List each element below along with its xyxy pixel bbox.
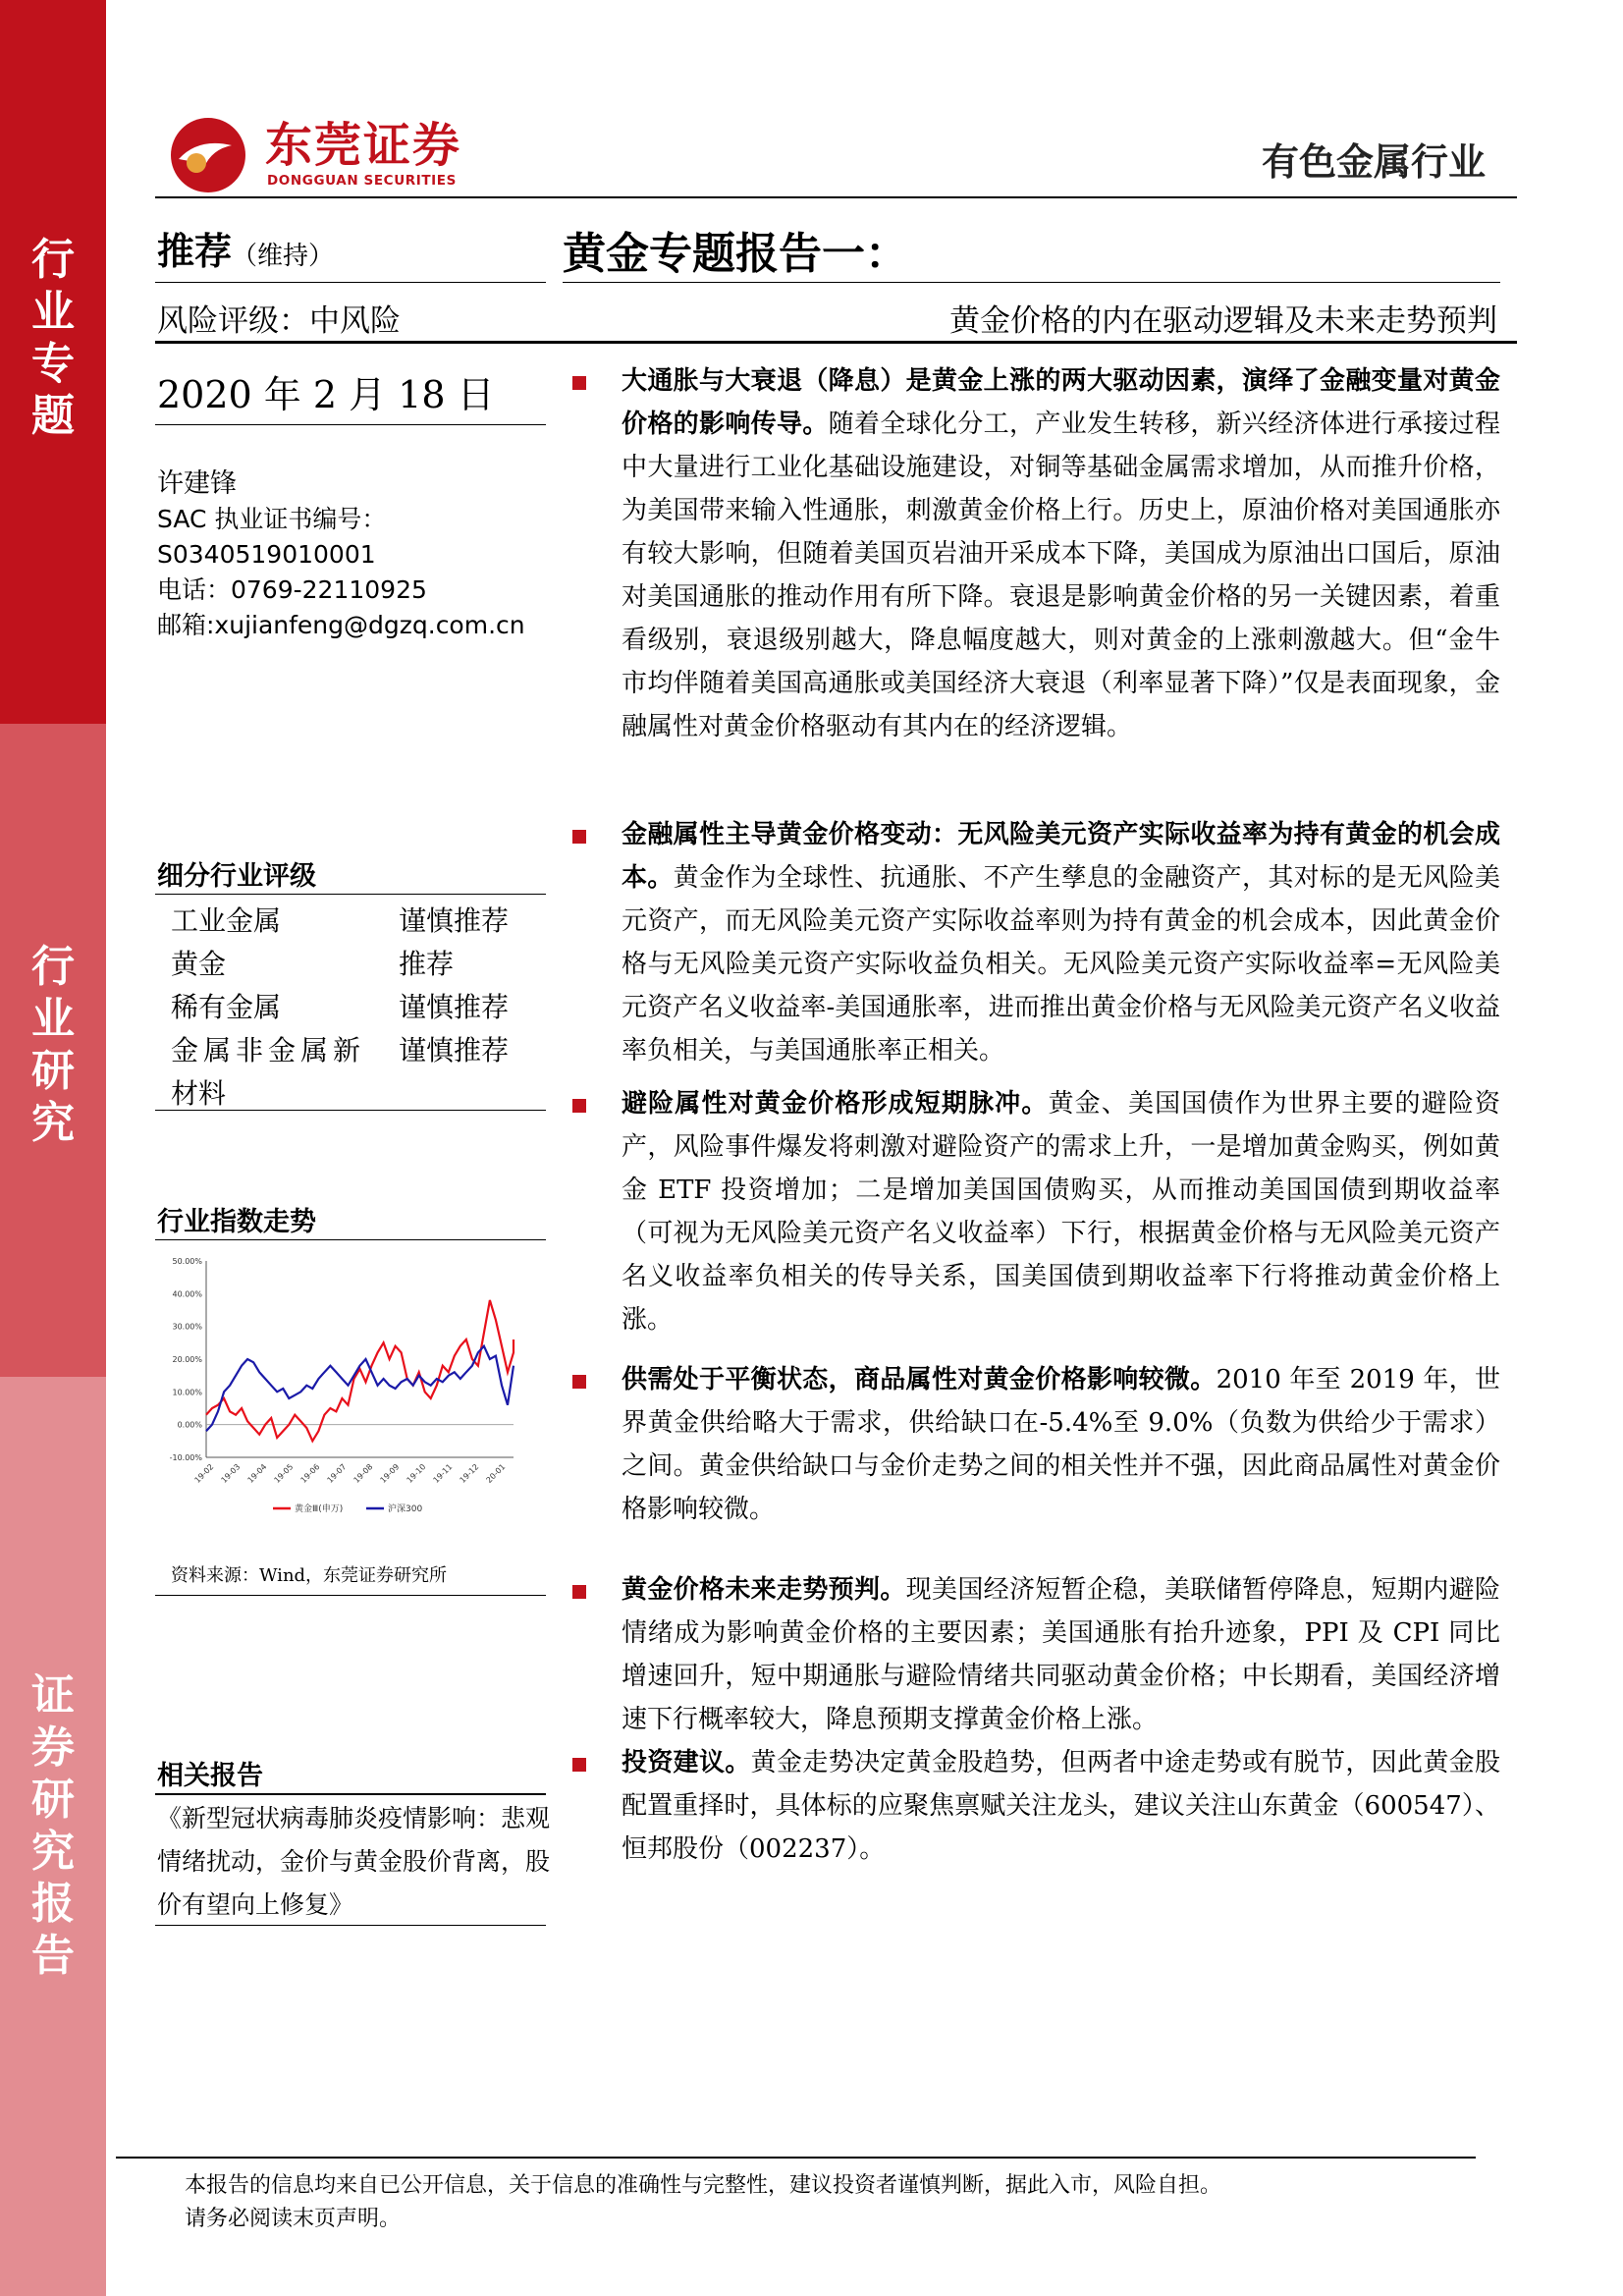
legend-label: 沪深300 — [388, 1504, 423, 1514]
table-row — [171, 986, 509, 1029]
point-paragraph — [622, 1741, 1500, 1871]
chart-source: 资料来源：Wind，东莞证券研究所 — [171, 1565, 448, 1586]
y-tick-label: -10.00% — [169, 1453, 202, 1462]
point-paragraph — [622, 359, 1500, 748]
sidebar-char: 报 — [31, 1879, 75, 1929]
bullet-marker — [572, 1758, 586, 1772]
sidebar-char: 究 — [31, 1827, 75, 1877]
x-tick-label: 19-09 — [378, 1462, 402, 1485]
index-chart-heading: 行业指数走势 — [157, 1207, 316, 1237]
sidebar-char: 行 — [31, 942, 75, 992]
sidebar-char: 研 — [31, 1775, 75, 1825]
logo-icon — [169, 116, 247, 194]
sidebar-char: 券 — [31, 1722, 75, 1773]
divider — [155, 1925, 546, 1926]
divider — [155, 1110, 546, 1111]
report-subtitle: 黄金价格的内在驱动逻辑及未来走势预判 — [949, 303, 1497, 339]
bullet-marker — [572, 376, 586, 390]
table-row — [171, 943, 509, 986]
point-text: 黄金走势决定黄金股趋势，但两者中途走势或有脱节，因此黄金股配置重择时，具体标的应聚焦禀赋关注龙头，建议关注山东黄金（600547）、恒邦股份（002237）。 — [622, 1748, 1500, 1864]
related-report-item[interactable]: 《新型冠状病毒肺炎疫情影响：悲观情绪扰动，金价与黄金股价背离，股价有望向上修复》 — [157, 1804, 551, 1919]
point-lead: 大通胀与大衰退（降息）是黄金上涨的两大驱动因素，演绎了金融变量对黄金价格的影响传导。 — [622, 366, 1500, 439]
rating-value: 谨慎推荐 — [399, 991, 510, 1023]
rating-value: 谨慎推荐 — [399, 904, 510, 937]
point-lead: 避险属性对黄金价格形成短期脉冲。 — [622, 1089, 1049, 1119]
point-paragraph — [622, 1082, 1500, 1341]
point-text: 黄金作为全球性、抗通胀、不产生孳息的金融资产，其对标的是无风险美元资产，而无风险美元资产实际收益率则为持有黄金的机会成本，因此黄金价格与无风险美元资产实际收益负相关。无风险美元资产实际收益率=无风险美元资产名义收益率-美国通胀率，进而推出黄金价格与无风险美元资产名义收益率负相关，与美国通胀率正相关。 — [622, 863, 1500, 1066]
divider — [563, 282, 1500, 283]
sidebar-char: 研 — [31, 1046, 75, 1096]
recommendation-note: （维持） — [232, 242, 335, 271]
y-tick-label: 20.00% — [172, 1355, 202, 1364]
author-sac-label: SAC 执业证书编号： — [157, 505, 387, 533]
point-paragraph — [622, 813, 1500, 1072]
footer-disclaimer — [185, 2169, 1221, 2236]
index-line-chart — [155, 1245, 548, 1540]
related-heading: 相关报告 — [157, 1761, 263, 1791]
rating-name: 稀有金属 — [171, 991, 282, 1023]
x-tick-label: 19-04 — [245, 1462, 269, 1485]
report-title: 黄金专题报告一： — [563, 229, 908, 279]
sidebar-char: 业 — [31, 994, 75, 1044]
logo-text-cn: 东莞证券 — [265, 118, 462, 173]
rating-value: 推荐 — [399, 948, 455, 980]
rating-name: 工业金属 — [171, 904, 282, 937]
bullet-marker — [572, 1585, 586, 1599]
divider — [155, 424, 546, 425]
header-rule — [155, 196, 1517, 198]
sidebar-label-securities-report — [0, 1669, 106, 1982]
sidebar-char: 题 — [31, 391, 75, 441]
y-tick-label: 0.00% — [177, 1420, 202, 1430]
x-tick-label: 19-03 — [219, 1462, 243, 1485]
point-lead: 金融属性主导黄金价格变动：无风险美元资产实际收益率为持有黄金的机会成本。 — [622, 820, 1500, 893]
recommendation-value: 推荐 — [157, 230, 233, 273]
footer-line2: 请务必阅读末页声明。 — [185, 2207, 402, 2231]
ratings-table — [171, 900, 509, 1116]
bullet-marker — [572, 1375, 586, 1389]
x-tick-label: 19-06 — [298, 1462, 322, 1485]
legend-label: 黄金Ⅲ(申万) — [295, 1504, 344, 1514]
y-tick-label: 40.00% — [172, 1289, 202, 1299]
author-email[interactable]: 邮箱:xujianfeng@dgzq.com.cn — [157, 611, 525, 639]
y-tick-label: 50.00% — [172, 1257, 202, 1266]
point-lead: 投资建议。 — [622, 1748, 751, 1777]
author-phone: 电话：0769-22110925 — [157, 575, 427, 604]
x-tick-label: 19-05 — [272, 1462, 296, 1485]
x-tick-label: 19-10 — [405, 1462, 428, 1485]
rating-value: 谨慎推荐 — [399, 1034, 510, 1066]
risk-rating: 风险评级：中风险 — [157, 303, 401, 339]
x-tick-label: 19-07 — [325, 1462, 349, 1485]
industry-name: 有色金属行业 — [1261, 140, 1486, 184]
sidebar-char: 究 — [31, 1098, 75, 1148]
sidebar-char: 专 — [31, 339, 75, 389]
point-text: 随着全球化分工，产业发生转移，新兴经济体进行承接过程中大量进行工业化基础设施建设，对铜等基础金属需求增加，从而推升价格，为美国带来输入性通胀，刺激黄金价格上行。历史上，原油价格对美国通胀亦有较大影响，但随着美国页岩油开采成本下降，美国成为原油出口国后，原油对美国通胀的推动作用有所下降。衰退是影响黄金价格的另一关键因素，着重看级别，衰退级别越大，降息幅度越大，则对黄金的上涨刺激越大。但“金牛市均伴随着美国高通胀或美国经济大衰退（利率显著下降）”仅是表面现象，金融属性对黄金价格驱动有其内在的经济逻辑。 — [622, 410, 1500, 741]
y-tick-label: 30.00% — [172, 1322, 202, 1332]
sidebar-char: 行 — [31, 235, 75, 285]
x-tick-label: 19-08 — [352, 1462, 375, 1485]
sidebar-label-topic — [0, 234, 106, 442]
point-text: 现美国经济短暂企稳，美联储暂停降息，短期内避险情绪成为影响黄金价格的主要因素；美国通胀有抬升迹象，PPI 及 CPI 同比增速回升，短中期通胀与避险情绪共同驱动黄金价格；中长期看，美国经济增速下行概率较大，降息预期支撑黄金价格上涨。 — [622, 1575, 1500, 1734]
rating-name: 金属非金属新 — [171, 1034, 366, 1066]
divider — [155, 282, 546, 283]
logo-text-en: DONGGUAN SECURITIES — [267, 173, 457, 189]
bullet-marker — [572, 1099, 586, 1113]
point-lead: 供需处于平衡状态，商品属性对黄金价格影响较微。 — [622, 1365, 1217, 1394]
header-rule-bottom — [155, 341, 1517, 344]
point-paragraph — [622, 1568, 1500, 1741]
point-paragraph — [622, 1358, 1500, 1531]
author-block — [157, 466, 525, 643]
sidebar-label-research — [0, 941, 106, 1149]
point-text: 2010 年至 2019 年，世界黄金供给略大于需求，供给缺口在-5.4%至 9.0%（负数为供给少于需求）之间。黄金供给缺口与金价走势之间的相关性并不强，因此商品属性对黄金价格影响较微。 — [622, 1365, 1500, 1524]
footer-line1: 本报告的信息均来自已公开信息，关于信息的准确性与完整性，建议投资者谨慎判断，据此入市，风险自担。 — [185, 2173, 1222, 2198]
ratings-heading: 细分行业评级 — [157, 861, 316, 892]
y-tick-label: 10.00% — [172, 1388, 202, 1397]
x-tick-label: 19-12 — [458, 1462, 481, 1485]
footer-rule — [116, 2157, 1476, 2159]
sidebar-char: 证 — [31, 1670, 75, 1721]
report-date: 2020 年 2 月 18 日 — [157, 373, 495, 416]
rating-name: 材料 — [171, 1077, 227, 1110]
sidebar-char: 告 — [31, 1931, 75, 1981]
table-row — [171, 900, 509, 943]
point-lead: 黄金价格未来走势预判。 — [622, 1575, 906, 1605]
x-tick-label: 20-01 — [484, 1462, 508, 1485]
divider — [155, 1595, 546, 1596]
x-tick-label: 19-11 — [431, 1462, 455, 1485]
bullet-marker — [572, 830, 586, 844]
author-name: 许建锋 — [157, 468, 237, 499]
series-line — [206, 1346, 514, 1432]
table-row — [171, 1029, 509, 1072]
divider — [155, 1793, 546, 1795]
x-tick-label: 19-02 — [192, 1462, 216, 1485]
rating-name: 黄金 — [171, 948, 227, 980]
point-text: 黄金、美国国债作为世界主要的避险资产，风险事件爆发将刺激对避险资产的需求上升，一是增加黄金购买，例如黄金 ETF 投资增加；二是增加美国国债购买，从而推动美国国债到期收益率（可视为无风险美元资产名义收益率）下行，根据黄金价格与无风险美元资产名义收益率负相关的传导关系，国美国债到期收益率下行将推动黄金价格上涨。 — [622, 1089, 1500, 1335]
sidebar-char: 业 — [31, 287, 75, 337]
recommendation — [157, 221, 334, 275]
author-sac-no: S0340519010001 — [157, 540, 376, 569]
divider — [155, 1239, 546, 1240]
divider — [155, 894, 546, 895]
